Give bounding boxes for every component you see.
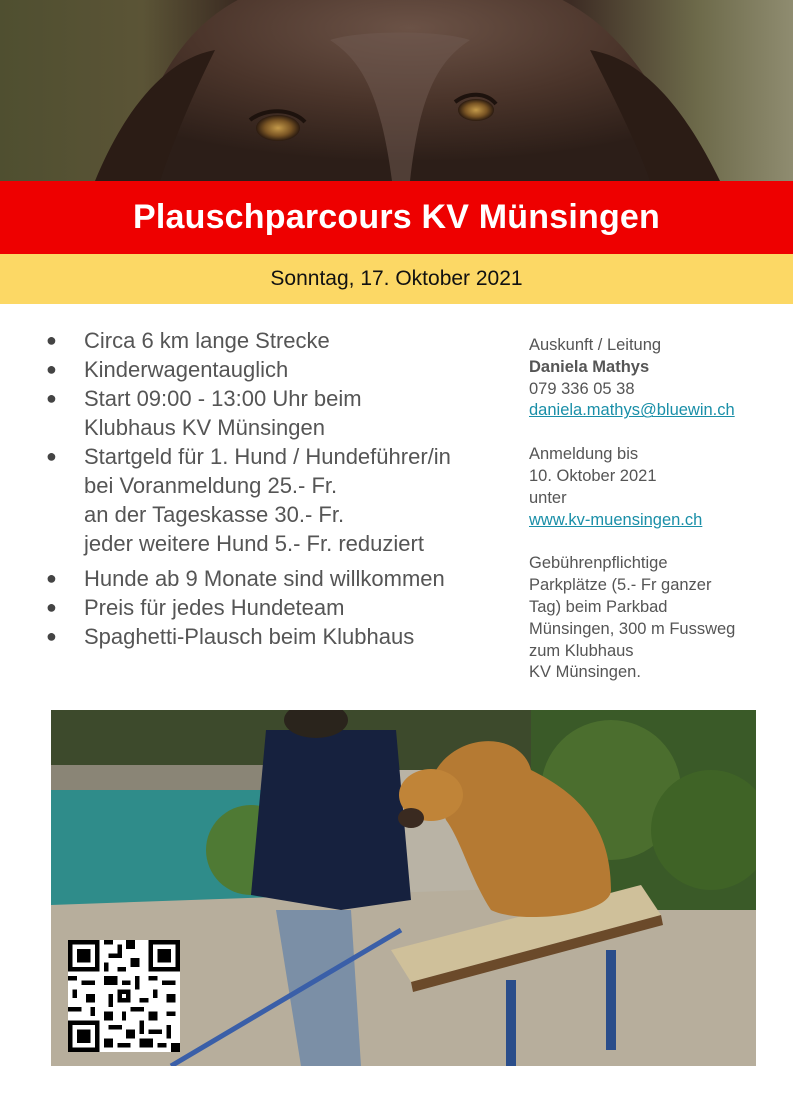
bullet-icon: ● [46,446,57,466]
contact-email-link[interactable]: daniela.mathys@bluewin.ch [529,401,735,420]
registration-url-link[interactable]: www.kv-muensingen.ch [529,510,703,529]
list-item: ● Startgeld für 1. Hund / Hundeführer/in bei Voranmeldung 25.- Fr. an der Tageskasse 30.- Fr. jeder weitere Hund 5.- Fr. reduziert [46,444,451,556]
parking-text: zum Klubhaus [529,641,634,660]
list-item: ● Kinderwagentauglich [46,357,289,382]
bullet-icon: ● [46,388,57,408]
qr-code-icon [68,940,180,1052]
list-item: ● Spaghetti-Plausch beim Klubhaus [46,624,415,649]
event-date: Sonntag, 17. Oktober 2021 [270,267,523,290]
bullet-icon: ● [46,597,57,617]
list-item: ● Preis für jedes Hundeteam [46,595,345,620]
parking-block [529,553,779,684]
list-item: ● Hunde ab 9 Monate sind willkommen [46,566,445,591]
parking-text: KV Münsingen. [529,663,641,682]
bullet-icon: ● [46,330,57,350]
contact-phone: 079 336 05 38 [529,379,635,398]
registration-block [529,444,779,531]
contact-name: Daniela Mathys [529,357,650,376]
hero-dog-image [0,0,793,181]
bullet-icon: ● [46,626,57,646]
parking-text: Parkplätze (5.- Fr ganzer [529,576,712,595]
bullet-icon: ● [46,568,57,588]
registration-deadline: 10. Oktober 2021 [529,466,657,485]
bullet-icon: ● [46,359,57,379]
parking-text: Gebührenpflichtige [529,554,668,573]
date-band [0,254,793,304]
parking-text: Münsingen, 300 m Fussweg [529,619,736,638]
feature-list [40,326,510,651]
page-title: Plauschparcours KV Münsingen [132,198,661,236]
contact-heading: Auskunft / Leitung [529,336,662,354]
contact-block [529,335,779,422]
list-item: ● Circa 6 km lange Strecke [46,328,330,353]
registration-text: unter [529,488,567,507]
parking-text: Tag) beim Parkbad [529,597,668,616]
title-band [0,181,793,254]
list-item: ● Start 09:00 - 13:00 Uhr beim Klubhaus KV Münsingen [46,386,362,440]
registration-text: Anmeldung bis [529,445,639,464]
info-column [529,335,779,706]
